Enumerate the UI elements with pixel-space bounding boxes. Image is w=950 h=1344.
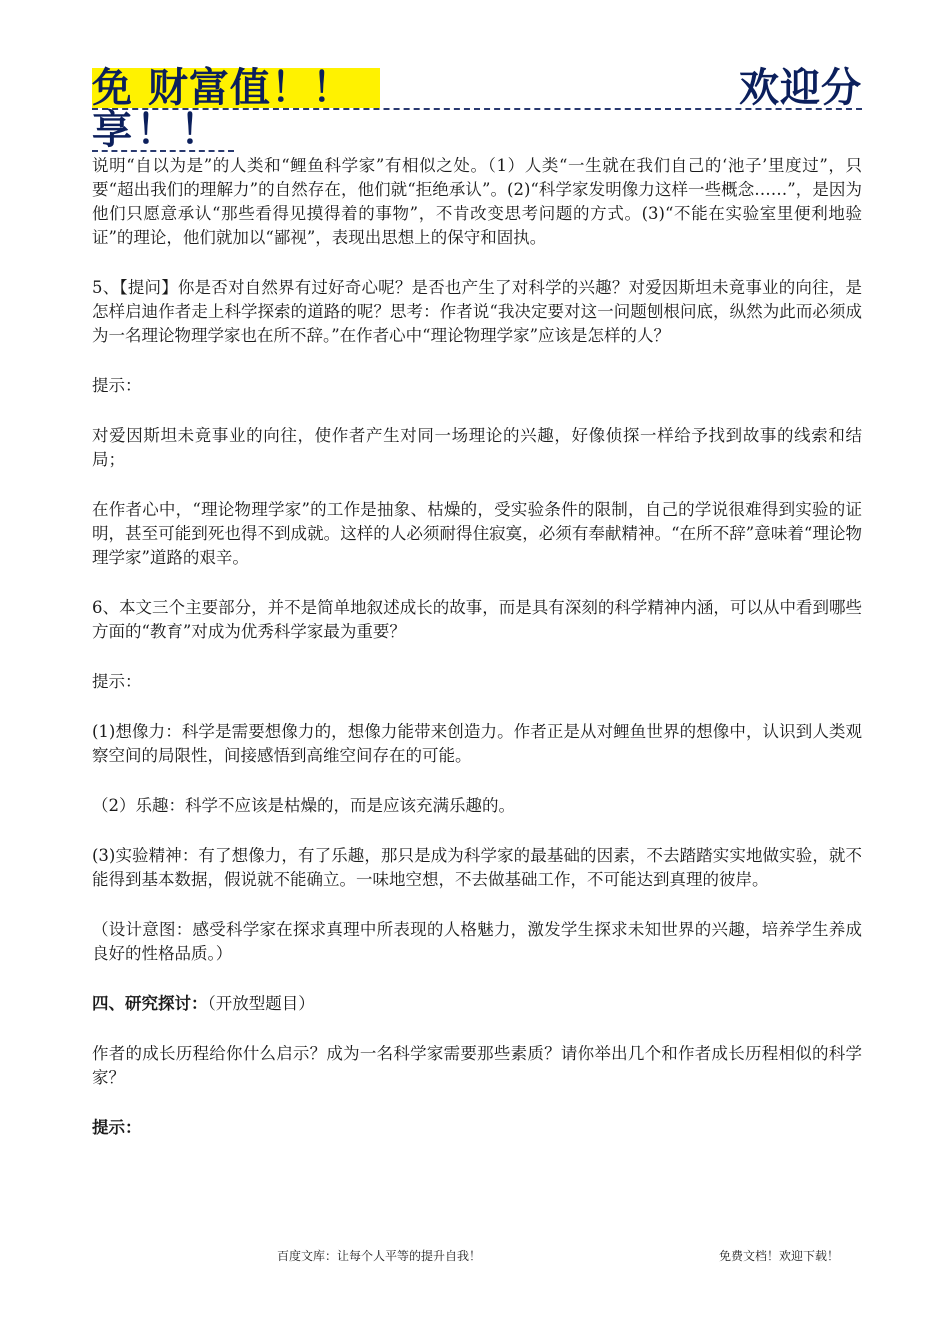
document-body [92, 154, 862, 1166]
banner-dashed-rule-2 [92, 150, 234, 152]
point-experiment: (3)实验精神：有了想像力，有了乐趣，那只是成为科学家的最基础的因素，不去踏踏实实地做实验，就不能得到基本数据，假说就不能确立。一味地空想，不去做基础工作，不可能达到真理的彼岸。 [92, 846, 862, 889]
design-intent: （设计意图：感受科学家在探求真理中所表现的人格魅力，激发学生探求未知世界的兴趣，培养学生养成良好的性格品质。） [92, 920, 862, 963]
banner-line-2 [92, 107, 224, 153]
banner-right-text: 欢迎分 [739, 65, 862, 111]
hint-label-3: 提示： [92, 1118, 142, 1137]
section-heading-4 [92, 992, 862, 1016]
question-5: 5、【提问】你是否对自然界有过好奇心呢？是否也产生了对科学的兴趣？对爱因斯坦未竟事业的向往，是怎样启迪作者走上科学探索的道路的呢？思考：作者说“我决定要对这一问题刨根问底，纵然为此而必须成为一名理论物理学家也在所不辞。”在作者心中“理论物理学家”应该是怎样的人？ [92, 278, 862, 345]
banner-left-text: 免 财富值！！ [92, 65, 353, 111]
question-6: 6、本文三个主要部分，并不是简单地叙述成长的故事，而是具有深刻的科学精神内涵，可以从中看到哪些方面的“教育”对成为优秀科学家最为重要？ [92, 598, 862, 641]
section-heading-note: （开放型题目） [207, 994, 315, 1013]
discussion-question: 作者的成长历程给你什么启示？成为一名科学家需要那些素质？请你举出几个和作者成长历程相似的科学家？ [92, 1044, 862, 1087]
section-heading-title: 四、研究探讨： [92, 994, 208, 1013]
footer-right-text: 免费文档！欢迎下载！ [719, 1249, 840, 1263]
paragraph-1: 说明“自以为是”的人类和“鲤鱼科学家”有相似之处。（1）人类“一生就在我们自己的‘池子’里度过”，只要“超出我们的理解力”的自然存在，他们就“拒绝承认”。(2)“科学家发明像力这样一些概念……”，是因为他们只愿意承认“那些看得见摸得着的事物”，不肯改变思考问题的方式。(3)“不能在实验室里便利地验证”的理论，他们就加以“鄙视”，表现出思想上的保守和固执。 [92, 156, 862, 247]
hint-paragraph-1: 对爱因斯坦未竟事业的向往，使作者产生对同一场理论的兴趣，好像侦探一样给予找到故事的线索和结局； [92, 426, 862, 469]
footer-left-text: 百度文库：让每个人平等的提升自我！ [277, 1249, 482, 1263]
hint-label-1: 提示： [92, 376, 142, 395]
hint-paragraph-2: 在作者心中，“理论物理学家”的工作是抽象、枯燥的，受实验条件的限制，自己的学说很难得到实验的证明，甚至可能到死也得不到成就。这样的人必须耐得住寂寞，必须有奉献精神。“在所不辞”意味着“理论物理学家”道路的艰辛。 [92, 500, 862, 567]
hint-label-2: 提示： [92, 672, 142, 691]
header-banner [92, 66, 862, 156]
banner-second-line-text: 享！！ [92, 107, 224, 153]
banner-line-1 [92, 66, 862, 110]
point-imagination: (1)想像力：科学是需要想像力的，想像力能带来创造力。作者正是从对鲤鱼世界的想像中，认识到人类观察空间的局限性，间接感悟到高维空间存在的可能。 [92, 722, 862, 765]
point-fun: （2）乐趣：科学不应该是枯燥的，而是应该充满乐趣的。 [92, 796, 515, 815]
